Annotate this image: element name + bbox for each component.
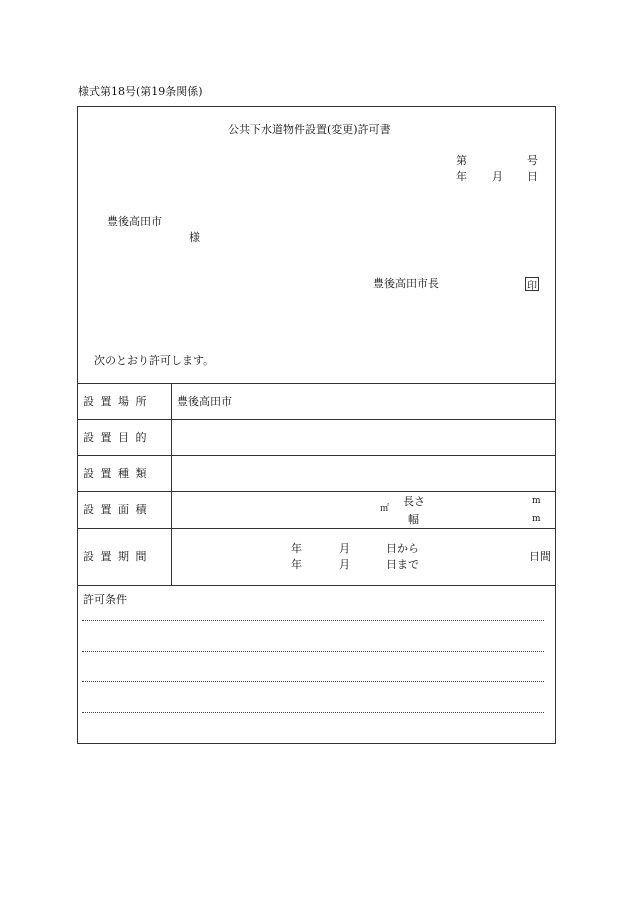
- area-label: 設置面積: [83, 503, 153, 516]
- conditions-line: [82, 651, 544, 652]
- length-unit: m: [532, 496, 541, 506]
- period-from-day: 日から: [386, 542, 419, 555]
- period-days: 日間: [529, 550, 551, 563]
- seal-text: 印: [527, 280, 537, 292]
- period-label: 設置期間: [83, 550, 153, 563]
- length-label: 長さ: [403, 495, 425, 508]
- location-label: 設置場所: [83, 395, 153, 408]
- form-frame: [77, 106, 556, 744]
- width-label: 幅: [408, 513, 419, 526]
- period-to-day: 日まで: [386, 558, 419, 571]
- row-divider: [77, 419, 556, 420]
- row-divider: [77, 455, 556, 456]
- intro-text: 次のとおり許可します。: [94, 354, 215, 367]
- location-value: 豊後高田市: [177, 395, 232, 408]
- type-label: 設置種類: [83, 467, 153, 480]
- area-unit: ㎡: [380, 504, 390, 514]
- form-number: 様式第18号(第19条関係): [78, 85, 203, 98]
- addressee-honorific: 様: [189, 231, 200, 244]
- period-from-year: 年: [291, 542, 302, 555]
- period-from-month: 月: [339, 542, 350, 555]
- purpose-label: 設置目的: [83, 431, 153, 444]
- seal-box: [525, 277, 539, 291]
- row-divider: [77, 585, 556, 586]
- width-unit: m: [532, 514, 541, 524]
- number-suffix: 号: [527, 154, 538, 167]
- conditions-line: [82, 681, 544, 682]
- issuer-name: 豊後高田市長: [373, 277, 439, 290]
- row-divider: [77, 491, 556, 492]
- number-prefix: 第: [456, 154, 467, 167]
- row-divider: [77, 383, 556, 384]
- conditions-label: 許可条件: [83, 593, 127, 606]
- conditions-line: [82, 712, 544, 713]
- conditions-line: [82, 620, 544, 621]
- row-divider: [77, 528, 556, 529]
- addressee-city: 豊後高田市: [107, 215, 162, 228]
- date-month: 月: [492, 170, 503, 183]
- document-title: 公共下水道物件設置(変更)許可書: [228, 123, 391, 136]
- label-column-divider: [171, 383, 172, 585]
- date-year: 年: [456, 170, 467, 183]
- period-to-year: 年: [291, 558, 302, 571]
- period-to-month: 月: [339, 558, 350, 571]
- date-day: 日: [527, 170, 538, 183]
